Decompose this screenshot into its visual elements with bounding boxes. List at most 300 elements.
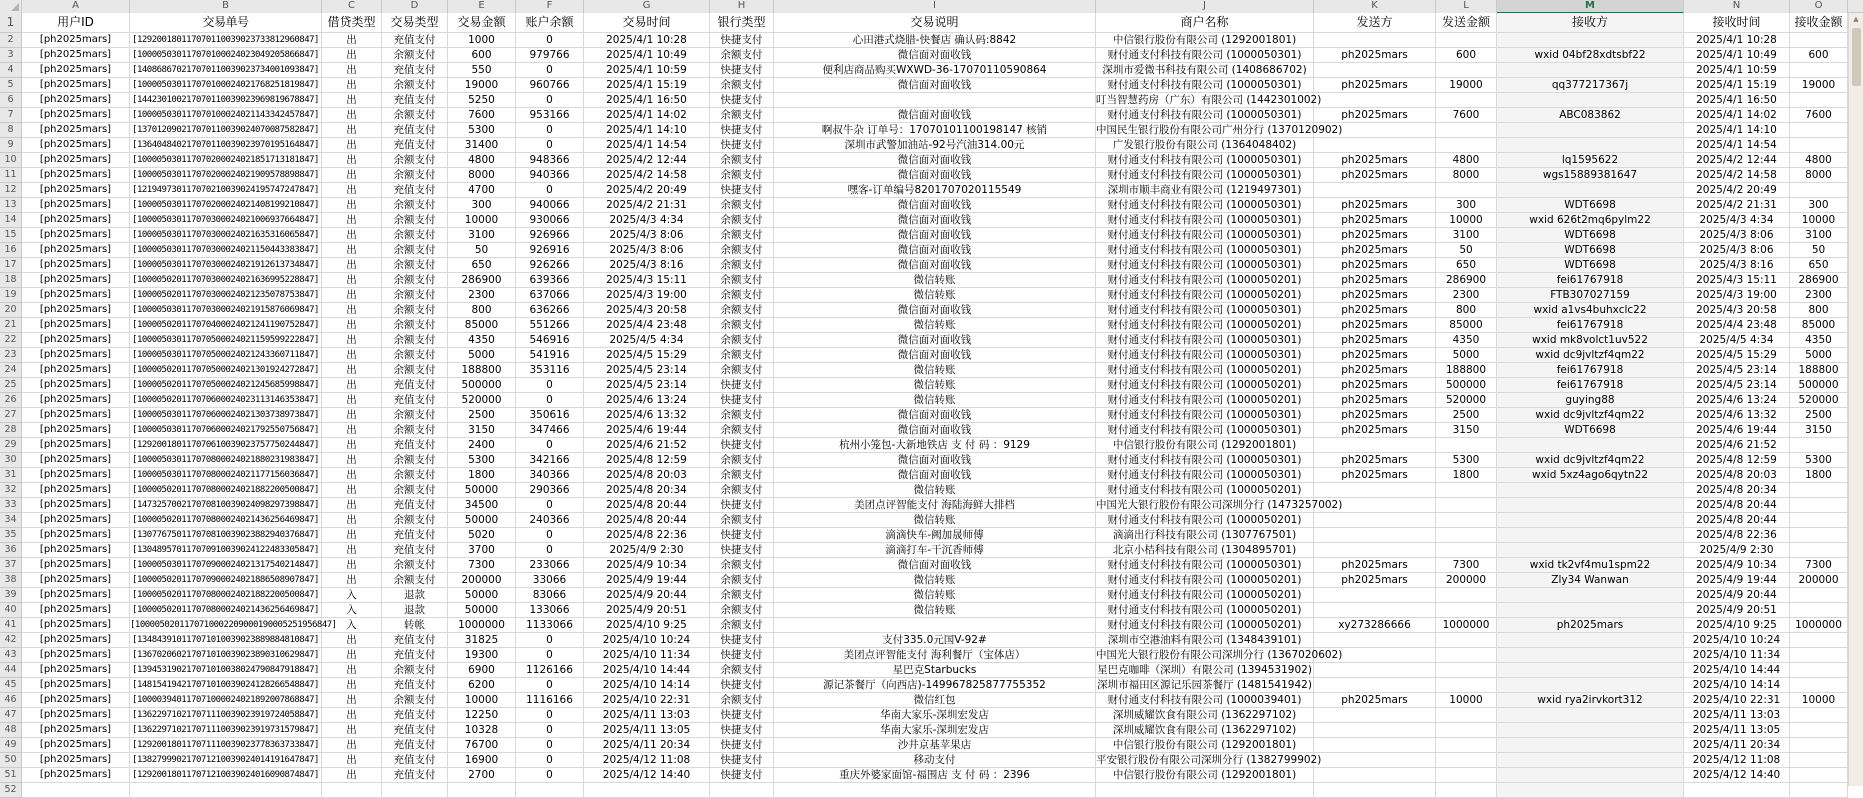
cell-B25[interactable]: [100005020117070500024021245685998847] bbox=[130, 378, 322, 393]
cell-O5[interactable]: 19000 bbox=[1790, 78, 1848, 93]
cell-H31[interactable]: 余额支付 bbox=[710, 468, 774, 483]
cell-D13[interactable]: 余额支付 bbox=[382, 198, 448, 213]
cell-I1[interactable]: 交易说明 bbox=[774, 13, 1096, 33]
cell-M1[interactable]: 接收方 bbox=[1497, 13, 1684, 33]
cell-H29[interactable]: 快捷支付 bbox=[710, 438, 774, 453]
cell-E31[interactable]: 1800 bbox=[448, 468, 516, 483]
cell-C12[interactable]: 出 bbox=[322, 183, 382, 198]
cell-F38[interactable]: 33066 bbox=[516, 573, 584, 588]
row-number-34[interactable]: 34 bbox=[0, 513, 22, 528]
cell-F16[interactable]: 926916 bbox=[516, 243, 584, 258]
cell-A36[interactable]: [ph2025mars] bbox=[22, 543, 130, 558]
cell-E17[interactable]: 650 bbox=[448, 258, 516, 273]
cell-K32[interactable] bbox=[1314, 483, 1436, 498]
cell-A37[interactable]: [ph2025mars] bbox=[22, 558, 130, 573]
cell-J8[interactable]: 中国民生银行股份有限公司广州分行 (1370120902) bbox=[1096, 124, 1343, 136]
row-number-12[interactable]: 12 bbox=[0, 183, 22, 198]
cell-M29[interactable] bbox=[1497, 438, 1684, 453]
cell-I4[interactable]: 便利店商品购买WXWD-36-17070110590864 bbox=[774, 63, 1096, 78]
cell-B29[interactable]: [129200180117070610039023757750244847] bbox=[130, 438, 322, 453]
cell-I7[interactable]: 微信面对面收钱 bbox=[774, 108, 1096, 123]
cell-G23[interactable]: 2025/4/5 15:29 bbox=[584, 348, 710, 363]
cell-D23[interactable]: 余额支付 bbox=[382, 348, 448, 363]
cell-E18[interactable]: 286900 bbox=[448, 273, 516, 288]
col-letter-G[interactable]: G bbox=[584, 0, 710, 14]
cell-J1[interactable]: 商户名称 bbox=[1096, 13, 1314, 33]
cell-K41[interactable]: xy273286666 bbox=[1314, 618, 1436, 633]
cell-A20[interactable]: [ph2025mars] bbox=[22, 303, 130, 318]
cell-N48[interactable]: 2025/4/11 13:05 bbox=[1684, 723, 1790, 738]
cell-L39[interactable] bbox=[1436, 588, 1497, 603]
cell-K30[interactable]: ph2025mars bbox=[1314, 453, 1436, 468]
row-number-24[interactable]: 24 bbox=[0, 363, 22, 378]
row-number-9[interactable]: 9 bbox=[0, 138, 22, 153]
cell-N3[interactable]: 2025/4/1 10:49 bbox=[1684, 48, 1790, 63]
cell-G10[interactable]: 2025/4/2 12:44 bbox=[584, 153, 710, 168]
cell-K37[interactable]: ph2025mars bbox=[1314, 558, 1436, 573]
cell-M30[interactable]: wxid dc9jvltzf4qm22 bbox=[1497, 453, 1684, 468]
cell-D35[interactable]: 充值支付 bbox=[382, 528, 448, 543]
cell-H25[interactable]: 快捷支付 bbox=[710, 378, 774, 393]
cell-O42[interactable] bbox=[1790, 633, 1848, 648]
row-number-50[interactable]: 50 bbox=[0, 753, 22, 768]
cell-D38[interactable]: 余额支付 bbox=[382, 573, 448, 588]
cell-F48[interactable]: 0 bbox=[516, 723, 584, 738]
cell-F5[interactable]: 960766 bbox=[516, 78, 584, 93]
row-number-16[interactable]: 16 bbox=[0, 243, 22, 258]
cell-H16[interactable]: 余额支付 bbox=[710, 243, 774, 258]
cell-B20[interactable]: [100005030117070300024021915876069847] bbox=[130, 303, 322, 318]
cell-J9[interactable]: 广发银行股份有限公司 (1364048402) bbox=[1096, 138, 1314, 153]
cell-H5[interactable]: 余额支付 bbox=[710, 78, 774, 93]
cell-G13[interactable]: 2025/4/2 21:31 bbox=[584, 198, 710, 213]
cell-N50[interactable]: 2025/4/12 11:08 bbox=[1684, 753, 1790, 768]
cell-K20[interactable]: ph2025mars bbox=[1314, 303, 1436, 318]
cell-A43[interactable]: [ph2025mars] bbox=[22, 648, 130, 663]
cell-E21[interactable]: 85000 bbox=[448, 318, 516, 333]
cell-M31[interactable]: wxid 5xz4ago6qytn22 bbox=[1497, 468, 1684, 483]
cell-B30[interactable]: [100005030117070800024021880231983847] bbox=[130, 453, 322, 468]
cell-E40[interactable]: 50000 bbox=[448, 603, 516, 618]
cell-J2[interactable]: 中信银行股份有限公司 (1292001801) bbox=[1096, 33, 1314, 48]
cell-O40[interactable] bbox=[1790, 603, 1848, 618]
cell-C27[interactable]: 出 bbox=[322, 408, 382, 423]
cell-K46[interactable]: ph2025mars bbox=[1314, 693, 1436, 708]
cell-M2[interactable] bbox=[1497, 33, 1684, 48]
cell-B1[interactable]: 交易单号 bbox=[130, 13, 322, 33]
cell-C41[interactable]: 入 bbox=[322, 618, 382, 633]
cell-M49[interactable] bbox=[1497, 738, 1684, 753]
cell-O29[interactable] bbox=[1790, 438, 1848, 453]
row-number-52[interactable]: 52 bbox=[0, 783, 22, 798]
cell-E20[interactable]: 800 bbox=[448, 303, 516, 318]
cell-G6[interactable]: 2025/4/1 16:50 bbox=[584, 93, 710, 108]
cell-E30[interactable]: 5300 bbox=[448, 453, 516, 468]
cell-J29[interactable]: 中信银行股份有限公司 (1292001801) bbox=[1096, 438, 1314, 453]
cell-L41[interactable]: 1000000 bbox=[1436, 618, 1497, 633]
cell-O31[interactable]: 1800 bbox=[1790, 468, 1848, 483]
cell-H34[interactable]: 余额支付 bbox=[710, 513, 774, 528]
cell-E41[interactable]: 1000000 bbox=[448, 618, 516, 633]
cell-L10[interactable]: 4800 bbox=[1436, 153, 1497, 168]
cell-D18[interactable]: 余额支付 bbox=[382, 273, 448, 288]
cell-F24[interactable]: 353116 bbox=[516, 363, 584, 378]
cell-H26[interactable]: 快捷支付 bbox=[710, 393, 774, 408]
cell-B24[interactable]: [100005020117070500024021301924272847] bbox=[130, 363, 322, 378]
cell-M15[interactable]: WDT6698 bbox=[1497, 228, 1684, 243]
cell-J27[interactable]: 财付通支付科技有限公司 (1000050301) bbox=[1096, 408, 1314, 423]
cell-C11[interactable]: 出 bbox=[322, 168, 382, 183]
cell-O18[interactable]: 286900 bbox=[1790, 273, 1848, 288]
cell-A22[interactable]: [ph2025mars] bbox=[22, 333, 130, 348]
cell-C51[interactable]: 出 bbox=[322, 768, 382, 783]
cell-N40[interactable]: 2025/4/9 20:51 bbox=[1684, 603, 1790, 618]
cell-L51[interactable] bbox=[1436, 768, 1497, 783]
cell-B3[interactable]: [100005030117070100024023049205866847] bbox=[130, 48, 322, 63]
cell-O45[interactable] bbox=[1790, 678, 1848, 693]
cell-H42[interactable]: 快捷支付 bbox=[710, 633, 774, 648]
cell-A42[interactable]: [ph2025mars] bbox=[22, 633, 130, 648]
cell-N5[interactable]: 2025/4/1 15:19 bbox=[1684, 78, 1790, 93]
cell-E24[interactable]: 188800 bbox=[448, 363, 516, 378]
cell-H27[interactable]: 余额支付 bbox=[710, 408, 774, 423]
cell-J43[interactable]: 中国光大银行股份有限公司深圳分行 (1367020602) bbox=[1096, 649, 1343, 661]
cell-O49[interactable] bbox=[1790, 738, 1848, 753]
cell-K44[interactable] bbox=[1314, 663, 1436, 678]
cell-A49[interactable]: [ph2025mars] bbox=[22, 738, 130, 753]
cell-L15[interactable]: 3100 bbox=[1436, 228, 1497, 243]
cell-B12[interactable]: [121949730117070210039024195747247847] bbox=[130, 183, 322, 198]
cell-I2[interactable]: 心田港式烧腊-快餐店 确认码:8842 bbox=[774, 33, 1096, 48]
cell-L30[interactable]: 5300 bbox=[1436, 453, 1497, 468]
cell-F14[interactable]: 930066 bbox=[516, 213, 584, 228]
cell-D29[interactable]: 充值支付 bbox=[382, 438, 448, 453]
cell-B14[interactable]: [100005030117070300024021006937664847] bbox=[130, 213, 322, 228]
cell-I51[interactable]: 重庆外婆家面馆-福围店 支 付 码 ：2396 bbox=[774, 768, 1096, 783]
cell-O47[interactable] bbox=[1790, 708, 1848, 723]
cell-I22[interactable]: 微信面对面收钱 bbox=[774, 333, 1096, 348]
row-number-18[interactable]: 18 bbox=[0, 273, 22, 288]
cell-L34[interactable] bbox=[1436, 513, 1497, 528]
cell-I20[interactable]: 微信面对面收钱 bbox=[774, 303, 1096, 318]
cell-J35[interactable]: 滴滴出行科技有限公司 (1307767501) bbox=[1096, 528, 1314, 543]
cell-A26[interactable]: [ph2025mars] bbox=[22, 393, 130, 408]
cell-H15[interactable]: 余额支付 bbox=[710, 228, 774, 243]
row-number-5[interactable]: 5 bbox=[0, 78, 22, 93]
cell-N25[interactable]: 2025/4/5 23:14 bbox=[1684, 378, 1790, 393]
cell-O44[interactable] bbox=[1790, 663, 1848, 678]
cell-L17[interactable]: 650 bbox=[1436, 258, 1497, 273]
cell-N37[interactable]: 2025/4/9 10:34 bbox=[1684, 558, 1790, 573]
cell-I8[interactable]: 啊叔牛杂 订单号：17070101100198147 核销 bbox=[774, 123, 1096, 138]
cell-O21[interactable]: 85000 bbox=[1790, 318, 1848, 333]
cell-O10[interactable]: 4800 bbox=[1790, 153, 1848, 168]
cell-A11[interactable]: [ph2025mars] bbox=[22, 168, 130, 183]
cell-J10[interactable]: 财付通支付科技有限公司 (1000050301) bbox=[1096, 153, 1314, 168]
cell-M33[interactable] bbox=[1497, 498, 1684, 513]
cell-J17[interactable]: 财付通支付科技有限公司 (1000050301) bbox=[1096, 258, 1314, 273]
row-number-39[interactable]: 39 bbox=[0, 588, 22, 603]
cell-A2[interactable]: [ph2025mars] bbox=[22, 33, 130, 48]
cell-D11[interactable]: 余额支付 bbox=[382, 168, 448, 183]
cell-O9[interactable] bbox=[1790, 138, 1848, 153]
cell-G4[interactable]: 2025/4/1 10:59 bbox=[584, 63, 710, 78]
cell-H50[interactable]: 快捷支付 bbox=[710, 753, 774, 768]
cell-A52[interactable] bbox=[22, 783, 130, 798]
cell-F17[interactable]: 926266 bbox=[516, 258, 584, 273]
cell-G44[interactable]: 2025/4/10 14:44 bbox=[584, 663, 710, 678]
cell-M9[interactable] bbox=[1497, 138, 1684, 153]
cell-B32[interactable]: [100005020117070800024021882200500847] bbox=[130, 483, 322, 498]
cell-K35[interactable] bbox=[1314, 528, 1436, 543]
cell-A50[interactable]: [ph2025mars] bbox=[22, 753, 130, 768]
cell-C36[interactable]: 出 bbox=[322, 543, 382, 558]
cell-D37[interactable]: 余额支付 bbox=[382, 558, 448, 573]
cell-D9[interactable]: 充值支付 bbox=[382, 138, 448, 153]
cell-N6[interactable]: 2025/4/1 16:50 bbox=[1684, 93, 1790, 108]
cell-A32[interactable]: [ph2025mars] bbox=[22, 483, 130, 498]
cell-B28[interactable]: [100005030117070600024021792550756847] bbox=[130, 423, 322, 438]
cell-I16[interactable]: 微信面对面收钱 bbox=[774, 243, 1096, 258]
cell-H11[interactable]: 余额支付 bbox=[710, 168, 774, 183]
cell-G16[interactable]: 2025/4/3 8:06 bbox=[584, 243, 710, 258]
cell-N32[interactable]: 2025/4/8 20:34 bbox=[1684, 483, 1790, 498]
cell-K42[interactable] bbox=[1314, 633, 1436, 648]
row-number-44[interactable]: 44 bbox=[0, 663, 22, 678]
cell-H45[interactable]: 快捷支付 bbox=[710, 678, 774, 693]
cell-F46[interactable]: 1116166 bbox=[516, 693, 584, 708]
cell-D47[interactable]: 充值支付 bbox=[382, 708, 448, 723]
cell-O19[interactable]: 2300 bbox=[1790, 288, 1848, 303]
cell-O1[interactable]: 接收金额 bbox=[1790, 13, 1848, 33]
cell-K8[interactable] bbox=[1314, 123, 1436, 138]
cell-A8[interactable]: [ph2025mars] bbox=[22, 123, 130, 138]
cell-D10[interactable]: 余额支付 bbox=[382, 153, 448, 168]
cell-H47[interactable]: 快捷支付 bbox=[710, 708, 774, 723]
cell-E38[interactable]: 200000 bbox=[448, 573, 516, 588]
cell-G15[interactable]: 2025/4/3 8:06 bbox=[584, 228, 710, 243]
cell-G26[interactable]: 2025/4/6 13:24 bbox=[584, 393, 710, 408]
cell-F31[interactable]: 340366 bbox=[516, 468, 584, 483]
cell-E44[interactable]: 6900 bbox=[448, 663, 516, 678]
cell-C5[interactable]: 出 bbox=[322, 78, 382, 93]
cell-G28[interactable]: 2025/4/6 19:44 bbox=[584, 423, 710, 438]
cell-A46[interactable]: [ph2025mars] bbox=[22, 693, 130, 708]
cell-B37[interactable]: [100005030117070900024021317540214847] bbox=[130, 558, 322, 573]
cell-A14[interactable]: [ph2025mars] bbox=[22, 213, 130, 228]
cell-M32[interactable] bbox=[1497, 483, 1684, 498]
cell-O35[interactable] bbox=[1790, 528, 1848, 543]
cell-D24[interactable]: 余额支付 bbox=[382, 363, 448, 378]
row-number-7[interactable]: 7 bbox=[0, 108, 22, 123]
cell-H13[interactable]: 余额支付 bbox=[710, 198, 774, 213]
cell-L35[interactable] bbox=[1436, 528, 1497, 543]
row-number-41[interactable]: 41 bbox=[0, 618, 22, 633]
cell-O50[interactable] bbox=[1790, 753, 1848, 768]
row-number-38[interactable]: 38 bbox=[0, 573, 22, 588]
row-number-47[interactable]: 47 bbox=[0, 708, 22, 723]
cell-G29[interactable]: 2025/4/6 21:52 bbox=[584, 438, 710, 453]
cell-F18[interactable]: 639366 bbox=[516, 273, 584, 288]
cell-C13[interactable]: 出 bbox=[322, 198, 382, 213]
cell-B38[interactable]: [100005020117070900024021886508907847] bbox=[130, 573, 322, 588]
cell-O20[interactable]: 800 bbox=[1790, 303, 1848, 318]
cell-A10[interactable]: [ph2025mars] bbox=[22, 153, 130, 168]
cell-A6[interactable]: [ph2025mars] bbox=[22, 93, 130, 108]
cell-H1[interactable]: 银行类型 bbox=[710, 13, 774, 33]
cell-K21[interactable]: ph2025mars bbox=[1314, 318, 1436, 333]
cell-C45[interactable]: 出 bbox=[322, 678, 382, 693]
cell-H2[interactable]: 快捷支付 bbox=[710, 33, 774, 48]
cell-O43[interactable] bbox=[1790, 648, 1848, 663]
cell-E3[interactable]: 600 bbox=[448, 48, 516, 63]
cell-B51[interactable]: [129200180117071210039024016090874847] bbox=[130, 768, 322, 783]
cell-O48[interactable] bbox=[1790, 723, 1848, 738]
cell-F8[interactable]: 0 bbox=[516, 123, 584, 138]
cell-C9[interactable]: 出 bbox=[322, 138, 382, 153]
row-number-51[interactable]: 51 bbox=[0, 768, 22, 783]
cell-G2[interactable]: 2025/4/1 10:28 bbox=[584, 33, 710, 48]
cell-O14[interactable]: 10000 bbox=[1790, 213, 1848, 228]
cell-G52[interactable] bbox=[584, 783, 710, 798]
cell-M17[interactable]: WDT6698 bbox=[1497, 258, 1684, 273]
cell-J28[interactable]: 财付通支付科技有限公司 (1000050301) bbox=[1096, 423, 1314, 438]
cell-O12[interactable] bbox=[1790, 183, 1848, 198]
cell-K24[interactable]: ph2025mars bbox=[1314, 363, 1436, 378]
cell-C47[interactable]: 出 bbox=[322, 708, 382, 723]
cell-D43[interactable]: 充值支付 bbox=[382, 648, 448, 663]
cell-J26[interactable]: 财付通支付科技有限公司 (1000050201) bbox=[1096, 393, 1314, 408]
cell-J6[interactable]: 叮当智慧药房（广东）有限公司 (1442301002) bbox=[1096, 94, 1322, 106]
col-letter-O[interactable]: O bbox=[1790, 0, 1848, 14]
cell-B16[interactable]: [100005030117070300024021150443383847] bbox=[130, 243, 322, 258]
cell-D6[interactable]: 充值支付 bbox=[382, 93, 448, 108]
cell-F7[interactable]: 953166 bbox=[516, 108, 584, 123]
cell-E15[interactable]: 3100 bbox=[448, 228, 516, 243]
cell-F27[interactable]: 350616 bbox=[516, 408, 584, 423]
cell-K28[interactable]: ph2025mars bbox=[1314, 423, 1436, 438]
cell-M35[interactable] bbox=[1497, 528, 1684, 543]
cell-G41[interactable]: 2025/4/10 9:25 bbox=[584, 618, 710, 633]
cell-I6[interactable] bbox=[774, 93, 1096, 108]
cell-M14[interactable]: wxid 626t2mq6pylm22 bbox=[1497, 213, 1684, 228]
cell-N28[interactable]: 2025/4/6 19:44 bbox=[1684, 423, 1790, 438]
cell-G47[interactable]: 2025/4/11 13:03 bbox=[584, 708, 710, 723]
cell-J52[interactable] bbox=[1096, 783, 1314, 798]
cell-G31[interactable]: 2025/4/8 20:03 bbox=[584, 468, 710, 483]
cell-N27[interactable]: 2025/4/6 13:32 bbox=[1684, 408, 1790, 423]
cell-M26[interactable]: guying88 bbox=[1497, 393, 1684, 408]
cell-F10[interactable]: 948366 bbox=[516, 153, 584, 168]
cell-J33[interactable]: 中国光大银行股份有限公司深圳分行 (1473257002) bbox=[1096, 499, 1343, 511]
cell-H36[interactable]: 快捷支付 bbox=[710, 543, 774, 558]
cell-N23[interactable]: 2025/4/5 15:29 bbox=[1684, 348, 1790, 363]
cell-F9[interactable]: 0 bbox=[516, 138, 584, 153]
cell-L13[interactable]: 300 bbox=[1436, 198, 1497, 213]
cell-C1[interactable]: 借贷类型 bbox=[322, 13, 382, 33]
cell-G25[interactable]: 2025/4/5 23:14 bbox=[584, 378, 710, 393]
cell-N29[interactable]: 2025/4/6 21:52 bbox=[1684, 438, 1790, 453]
cell-D42[interactable]: 充值支付 bbox=[382, 633, 448, 648]
row-number-37[interactable]: 37 bbox=[0, 558, 22, 573]
cell-C52[interactable] bbox=[322, 783, 382, 798]
row-number-21[interactable]: 21 bbox=[0, 318, 22, 333]
cell-B17[interactable]: [100005030117070300024021912613734847] bbox=[130, 258, 322, 273]
cell-O36[interactable] bbox=[1790, 543, 1848, 558]
cell-F41[interactable]: 1133066 bbox=[516, 618, 584, 633]
cell-D14[interactable]: 余额支付 bbox=[382, 213, 448, 228]
cell-L21[interactable]: 85000 bbox=[1436, 318, 1497, 333]
cell-F30[interactable]: 342166 bbox=[516, 453, 584, 468]
cell-A27[interactable]: [ph2025mars] bbox=[22, 408, 130, 423]
cell-K34[interactable] bbox=[1314, 513, 1436, 528]
cell-C14[interactable]: 出 bbox=[322, 213, 382, 228]
cell-B36[interactable]: [130489570117070910039024122483305847] bbox=[130, 543, 322, 558]
cell-M43[interactable] bbox=[1497, 648, 1684, 663]
cell-K36[interactable] bbox=[1314, 543, 1436, 558]
cell-B50[interactable]: [138279990217071210039024014191647847] bbox=[130, 753, 322, 768]
cell-I39[interactable]: 微信转账 bbox=[774, 588, 1096, 603]
cell-J13[interactable]: 财付通支付科技有限公司 (1000050301) bbox=[1096, 198, 1314, 213]
cell-E50[interactable]: 16900 bbox=[448, 753, 516, 768]
cell-D12[interactable]: 充值支付 bbox=[382, 183, 448, 198]
cell-A34[interactable]: [ph2025mars] bbox=[22, 513, 130, 528]
cell-L3[interactable]: 600 bbox=[1436, 48, 1497, 63]
cell-L19[interactable]: 2300 bbox=[1436, 288, 1497, 303]
cell-L26[interactable]: 520000 bbox=[1436, 393, 1497, 408]
row-number-31[interactable]: 31 bbox=[0, 468, 22, 483]
cell-M52[interactable] bbox=[1497, 783, 1684, 798]
cell-K52[interactable] bbox=[1314, 783, 1436, 798]
cell-J47[interactable]: 深圳威耀饮食有限公司 (1362297102) bbox=[1096, 708, 1314, 723]
cell-D16[interactable]: 余额支付 bbox=[382, 243, 448, 258]
cell-F28[interactable]: 347466 bbox=[516, 423, 584, 438]
cell-D21[interactable]: 余额支付 bbox=[382, 318, 448, 333]
cell-K25[interactable]: ph2025mars bbox=[1314, 378, 1436, 393]
cell-I18[interactable]: 微信转账 bbox=[774, 273, 1096, 288]
row-number-32[interactable]: 32 bbox=[0, 483, 22, 498]
cell-F37[interactable]: 233066 bbox=[516, 558, 584, 573]
cell-G35[interactable]: 2025/4/8 22:36 bbox=[584, 528, 710, 543]
cell-N34[interactable]: 2025/4/8 20:44 bbox=[1684, 513, 1790, 528]
cell-L27[interactable]: 2500 bbox=[1436, 408, 1497, 423]
cell-B27[interactable]: [100005030117070600024021303738973847] bbox=[130, 408, 322, 423]
cell-O37[interactable]: 7300 bbox=[1790, 558, 1848, 573]
cell-D52[interactable] bbox=[382, 783, 448, 798]
cell-A25[interactable]: [ph2025mars] bbox=[22, 378, 130, 393]
row-number-13[interactable]: 13 bbox=[0, 198, 22, 213]
cell-B49[interactable]: [129200180117071110039023778363733847] bbox=[130, 738, 322, 753]
cell-F44[interactable]: 1126166 bbox=[516, 663, 584, 678]
cell-O38[interactable]: 200000 bbox=[1790, 573, 1848, 588]
cell-H48[interactable]: 快捷支付 bbox=[710, 723, 774, 738]
cell-G11[interactable]: 2025/4/2 14:58 bbox=[584, 168, 710, 183]
cell-G38[interactable]: 2025/4/9 19:44 bbox=[584, 573, 710, 588]
cell-G40[interactable]: 2025/4/9 20:51 bbox=[584, 603, 710, 618]
row-number-46[interactable]: 46 bbox=[0, 693, 22, 708]
cell-E37[interactable]: 7300 bbox=[448, 558, 516, 573]
cell-G46[interactable]: 2025/4/10 22:31 bbox=[584, 693, 710, 708]
cell-I46[interactable]: 微信红包 bbox=[774, 693, 1096, 708]
cell-K13[interactable]: ph2025mars bbox=[1314, 198, 1436, 213]
cell-H49[interactable]: 快捷支付 bbox=[710, 738, 774, 753]
cell-M7[interactable]: ABC083862 bbox=[1497, 108, 1684, 123]
cell-A29[interactable]: [ph2025mars] bbox=[22, 438, 130, 453]
cell-I31[interactable]: 微信面对面收钱 bbox=[774, 468, 1096, 483]
cell-M3[interactable]: wxid 04bf28xdtsbf22 bbox=[1497, 48, 1684, 63]
cell-M8[interactable] bbox=[1497, 123, 1684, 138]
cell-G21[interactable]: 2025/4/4 23:48 bbox=[584, 318, 710, 333]
